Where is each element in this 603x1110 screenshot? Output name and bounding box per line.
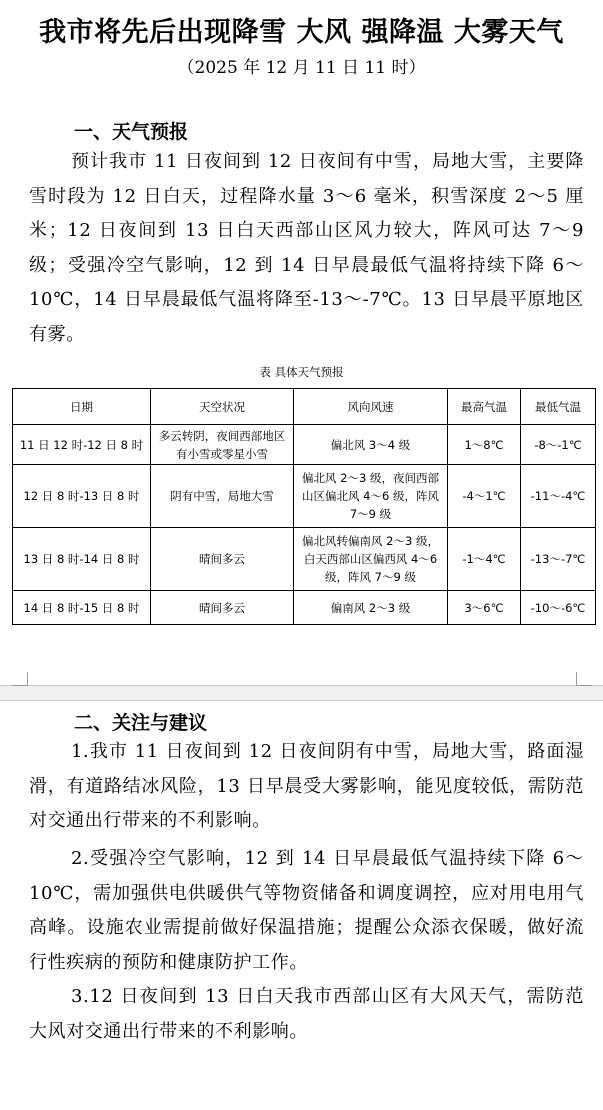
header-sky: 天空状况 xyxy=(151,389,294,425)
cell-max-temp: -4～1℃ xyxy=(448,465,521,528)
page-break-top-line xyxy=(0,685,603,686)
document-page-2 xyxy=(0,701,603,1110)
cell-sky: 晴间多云 xyxy=(151,528,294,591)
cell-min-temp: -11～-4℃ xyxy=(521,465,596,528)
header-min-temp: 最低气温 xyxy=(521,389,596,425)
section-heading-forecast: 一、天气预报 xyxy=(74,121,189,143)
cell-max-temp: 3～6℃ xyxy=(448,591,521,625)
forecast-paragraph: 预计我市 11 日夜间到 12 日夜间有中雪，局地大雪，主要降雪时段为 12 日白天，过程降水量 3～6 毫米，积雪深度 2～5 厘米；12 日夜间到 13 日白天西部山区风力较大，阵风可达 7～9 级；受强冷空气影响，12 到 14 日早晨最低气温将持续下降 6～10℃，14 日早晨最低气温将降至-13～-7℃。13 日早晨平原地区有雾。 xyxy=(29,151,584,345)
cell-sky: 阴有中雪，局地大雪 xyxy=(151,465,294,528)
page-title: 我市将先后出现降雪 大风 强降温 大雾天气 xyxy=(39,17,564,48)
cell-sky: 晴间多云 xyxy=(151,591,294,625)
table-row xyxy=(13,425,596,465)
cell-min-temp: -13～-7℃ xyxy=(521,528,596,591)
table-row xyxy=(13,528,596,591)
cell-wind: 偏北风 3～4 级 xyxy=(294,425,448,465)
header-date: 日期 xyxy=(13,389,151,425)
header-wind: 风向风速 xyxy=(294,389,448,425)
cell-date: 12 日 8 时-13 日 8 时 xyxy=(13,465,151,528)
issue-time: （2025 年 12 月 11 日 11 时） xyxy=(177,58,426,78)
table-caption: 表 具体天气预报 xyxy=(259,365,344,379)
advice-item-1: 1.我市 11 日夜间到 12 日夜间阴有中雪，局地大雪，路面湿滑，有道路结冰风险，13 日早晨受大雾影响，能见度较低，需防范对交通出行带来的不利影响。 xyxy=(29,741,584,831)
cell-sky: 多云转阴，夜间西部地区有小雪或零星小雪 xyxy=(151,425,294,465)
forecast-table xyxy=(12,388,596,625)
cell-max-temp: 1～8℃ xyxy=(448,425,521,465)
cell-wind: 偏南风 2～3 级 xyxy=(294,591,448,625)
cell-date: 11 日 12 时-12 日 8 时 xyxy=(13,425,151,465)
cell-min-temp: -8～-1℃ xyxy=(521,425,596,465)
table-row xyxy=(13,465,596,528)
cell-min-temp: -10～-6℃ xyxy=(521,591,596,625)
page-break xyxy=(0,685,603,701)
cell-max-temp: -1～4℃ xyxy=(448,528,521,591)
crop-mark xyxy=(576,672,592,686)
advice-item-2: 2.受强冷空气影响，12 到 14 日早晨最低气温持续下降 6～10℃，需加强供电供暖供气等物资储备和调度调控，应对用电用气高峰。设施农业需提前做好保温措施；提醒公众添衣保暖，做好流行性疾病的预防和健康防护工作。 xyxy=(29,848,584,973)
crop-mark xyxy=(12,672,28,686)
table-header-row xyxy=(13,389,596,425)
cell-date: 13 日 8 时-14 日 8 时 xyxy=(13,528,151,591)
advice-item-3: 3.12 日夜间到 13 日白天我市西部山区有大风天气，需防范大风对交通出行带来的不利影响。 xyxy=(29,986,584,1042)
cell-date: 14 日 8 时-15 日 8 时 xyxy=(13,591,151,625)
cell-wind: 偏北风转偏南风 2～3 级，白天西部山区偏西风 4～6 级，阵风 7～9 级 xyxy=(294,528,448,591)
table-row xyxy=(13,591,596,625)
cell-wind: 偏北风 2～3 级，夜间西部山区偏北风 4～6 级，阵风 7～9 级 xyxy=(294,465,448,528)
header-max-temp: 最高气温 xyxy=(448,389,521,425)
section-heading-advice: 二、关注与建议 xyxy=(74,712,208,734)
